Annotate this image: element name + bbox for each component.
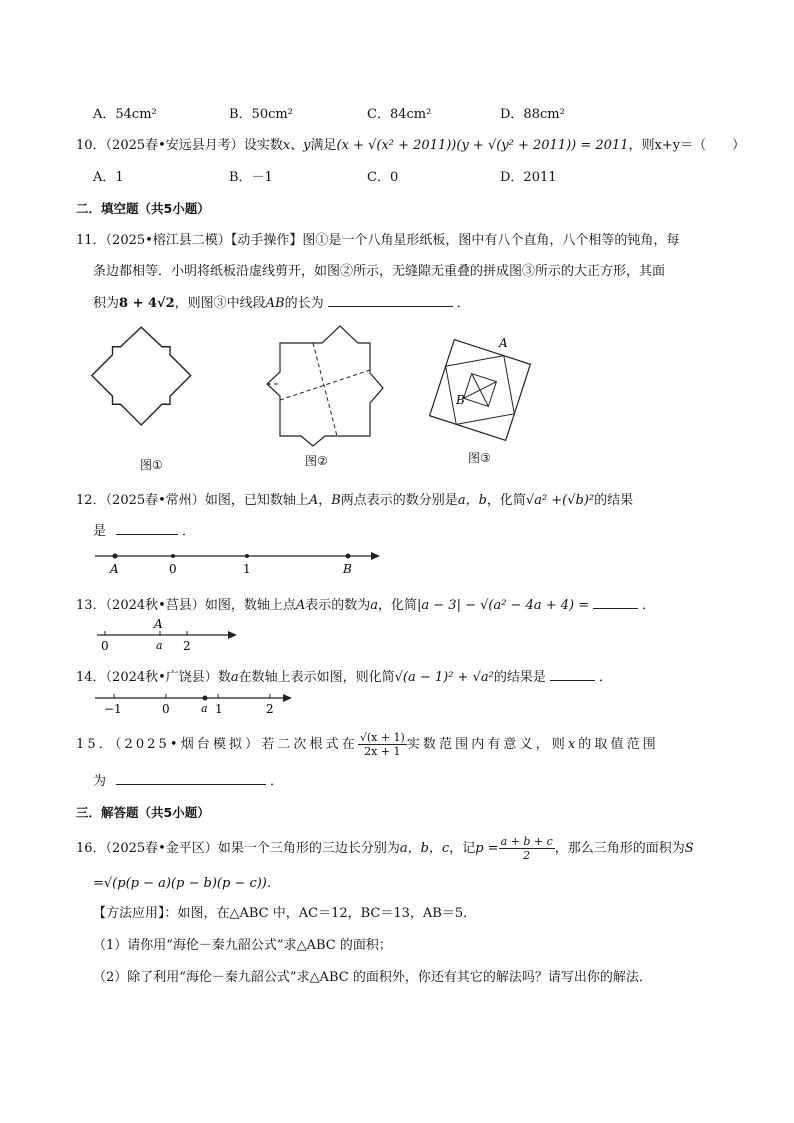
q14-axis-m1-label: −1 — [104, 702, 122, 716]
q13-text-b: 表示的数为 — [305, 598, 371, 613]
q11-source: （2025•榕江县二模） — [105, 233, 231, 248]
q15-end: ． — [270, 774, 284, 789]
fig2-caption: 图② — [305, 454, 328, 468]
q9-option-b: B．50cm² — [229, 107, 293, 122]
q15-line1 — [76, 731, 659, 758]
q13-end: ． — [642, 598, 656, 613]
q15-text-a: 若二次根式在 — [261, 737, 358, 752]
q12-axis-arrow — [371, 552, 380, 560]
q16-s: S — [684, 841, 694, 856]
q11-line3-b: ，则图③中线段 — [174, 296, 266, 311]
q14-number-line — [92, 690, 302, 716]
q12-tick-0 — [171, 554, 175, 558]
q12-number-line — [90, 547, 390, 577]
q16-source: （2025春•金平区） — [105, 841, 218, 856]
q16-number: 16． — [76, 841, 106, 856]
q16-text-a: 如果一个三角形的三边长分别为 — [217, 841, 400, 856]
q14-axis-2-label: 2 — [266, 702, 274, 716]
q15-text-c: 的取值范围 — [578, 737, 659, 752]
q16-frac-den: 2 — [523, 849, 531, 862]
fig2-octagram — [267, 326, 383, 446]
q15-line2 — [93, 770, 283, 789]
q12-axis-1-label: 1 — [243, 562, 251, 576]
fig3-label-a: A — [499, 336, 508, 350]
q11-line1 — [76, 229, 679, 248]
q13-source: （2024秋•莒县） — [105, 598, 205, 613]
q12-source: （2025春•常州） — [105, 493, 205, 508]
q12-line2 — [93, 520, 195, 539]
q14-axis-a-label: a — [201, 702, 208, 715]
q12-line2-end: ． — [182, 524, 196, 539]
q15-text-b: 实数范围内有意义，则 — [406, 737, 568, 752]
q15-line2-text: 为 — [93, 774, 107, 789]
q14-answer-blank[interactable] — [550, 667, 595, 681]
q9-option-a: A．54cm² — [93, 107, 157, 122]
q14-number: 14． — [76, 670, 106, 685]
q10-expression: (x + √(x² + 2011))(y + √(y² + 2011)) = 2011 — [336, 138, 629, 153]
q14-text-b: 在数轴上表示如图，则化简 — [238, 670, 395, 685]
fig2-group — [267, 326, 383, 446]
q14-expression: √(a − 1)² + √a² — [394, 670, 494, 685]
q10-option-b: B．－1 — [229, 170, 273, 185]
section-fill-in-heading: 二．填空题（共5小题） — [76, 201, 210, 216]
fig3-caption: 图③ — [468, 451, 491, 465]
q12-line1 — [76, 489, 633, 508]
q12-sep: ， — [318, 493, 332, 508]
q14-text-a: 数 — [217, 670, 231, 685]
q13-var: a — [370, 598, 378, 613]
q12-vars: a，b — [457, 493, 487, 508]
q12-point-a: A — [308, 493, 319, 508]
q12-line2-text: 是 — [93, 524, 107, 539]
q16-sides: a，b，c — [399, 841, 450, 856]
q16-fraction — [499, 835, 555, 862]
q10-option-c: C．0 — [367, 170, 399, 185]
q12-text-c: ，化简 — [486, 493, 526, 508]
q13-axis-arrow — [228, 631, 237, 639]
q13-text-c: ，化简 — [378, 598, 418, 613]
q13-line — [76, 594, 655, 613]
fig2-cut-line-1 — [313, 343, 337, 436]
q14-axis-0-label: 0 — [162, 702, 170, 716]
q16-formula: =√(p(p − a)(p − b)(p − c))． — [93, 876, 280, 891]
q13-axis-0-label: 0 — [101, 639, 109, 653]
q11-line2: 条边都相等．小明将纸板沿虚线剪开，如图②所示，无缝隙无重叠的拼成图③所示的大正方形，其面 — [93, 264, 666, 279]
q16-text-b: ，记 — [449, 841, 476, 856]
fig3-label-b: B — [456, 393, 465, 407]
q14-var: a — [230, 670, 239, 685]
q15-fraction — [358, 731, 407, 758]
q12-tick-1 — [245, 554, 249, 558]
q16-p: p = — [475, 841, 499, 856]
q11-line3-a: 积为 — [93, 296, 120, 311]
q14-axis-1-label: 1 — [215, 702, 223, 716]
q12-axis-b-label: B — [343, 562, 352, 576]
fig3-group — [430, 340, 531, 441]
q14-source: （2024秋•广饶县） — [105, 670, 218, 685]
q15-answer-blank[interactable] — [116, 771, 266, 785]
q15-number: 15． — [76, 737, 115, 752]
q11-answer-blank[interactable] — [328, 293, 453, 307]
q10-option-d: D．2011 — [500, 170, 557, 185]
q13-axis-a-upper: A — [154, 617, 163, 631]
q13-number: 13． — [76, 598, 106, 613]
q13-answer-blank[interactable] — [593, 595, 638, 609]
q12-text-d: 的结果 — [594, 493, 634, 508]
q16-text-c: ，那么三角形的面积为 — [554, 841, 685, 856]
q16-part2: （2）除了利用“海伦－秦九韶公式”求△ABC 的面积外，你还有其它的解法吗？请写出你的解法． — [93, 970, 652, 985]
q12-text-a: 如图，已知数轴上 — [204, 493, 309, 508]
q11-number: 11． — [76, 233, 106, 248]
q16-frac-num: a + b + c — [500, 835, 553, 848]
fig1-caption: 图① — [140, 458, 163, 472]
q10-text-mid: 满足 — [310, 138, 337, 153]
q14-axis-arrow — [283, 694, 292, 702]
q16-method-application: 【方法应用】：如图，在△ABC 中，AC＝12，BC＝13，AB＝5． — [93, 906, 477, 921]
q13-text-a: 如图，数轴上点 — [204, 598, 296, 613]
q16-line1 — [76, 835, 694, 862]
q12-answer-blank[interactable] — [116, 521, 178, 535]
q16-part1: （1）请你用“海伦－秦九韶公式”求△ABC 的面积； — [93, 938, 392, 953]
q14-text-c: 的结果是 — [493, 670, 546, 685]
q14-line — [76, 666, 612, 685]
q13-point-a: A — [295, 598, 306, 613]
fig2-cut-line-2 — [280, 370, 370, 400]
q12-point-b-dot — [346, 554, 351, 559]
q12-expression: √a² +(√b)² — [525, 493, 595, 508]
q10-text-after: ，则 — [628, 138, 655, 153]
q15-source: （2025•烟台模拟） — [114, 737, 262, 752]
q14-point-a-dot — [203, 696, 208, 701]
q12-axis-0-label: 0 — [169, 562, 177, 576]
q11-segment-ab: AB — [265, 296, 285, 311]
fig3-diag-2 — [464, 374, 497, 407]
fig1-octagram — [92, 327, 191, 425]
q11-line3 — [93, 292, 470, 311]
q11-line3-end: ． — [456, 296, 470, 311]
q11-area-expression: 8 + 4√2 — [119, 296, 175, 311]
q10-ask: x+y＝（ ） — [654, 138, 746, 153]
q12-axis-a-label: A — [110, 562, 119, 576]
q10-stem — [76, 134, 745, 153]
q13-expression: |a − 3| − √(a² − 4a + 4) = — [417, 598, 590, 613]
section-solution-heading: 三．解答题（共5小题） — [76, 805, 210, 820]
q12-point-a-dot — [113, 554, 118, 559]
q14-end: ． — [598, 670, 612, 685]
q10-option-a: A．1 — [93, 170, 124, 185]
q12-point-b: B — [331, 493, 341, 508]
q15-var: x — [567, 737, 579, 752]
q10-text-before: 设实数 — [243, 138, 283, 153]
q15-frac-den: 2x + 1 — [364, 745, 401, 758]
q13-axis-2-label: 2 — [183, 639, 191, 653]
q10-vars: x、y — [282, 138, 311, 153]
q15-frac-num: √(x + 1) — [359, 731, 405, 744]
q11-text-line1: 【动手操作】图①是一个八角星形纸板，图中有八个直角，八个相等的钝角，每 — [230, 233, 680, 248]
q13-number-line — [92, 617, 252, 655]
q11-line3-c: 的长为 — [284, 296, 324, 311]
q12-text-b: 两点表示的数分别是 — [340, 493, 458, 508]
q10-source: （2025春•安远县月考） — [105, 138, 244, 153]
q9-option-c: C．84cm² — [367, 107, 432, 122]
q9-option-d: D．88cm² — [500, 107, 565, 122]
q12-number: 12． — [76, 493, 106, 508]
q10-number: 10． — [76, 138, 106, 153]
q13-axis-a-label: a — [156, 639, 163, 652]
